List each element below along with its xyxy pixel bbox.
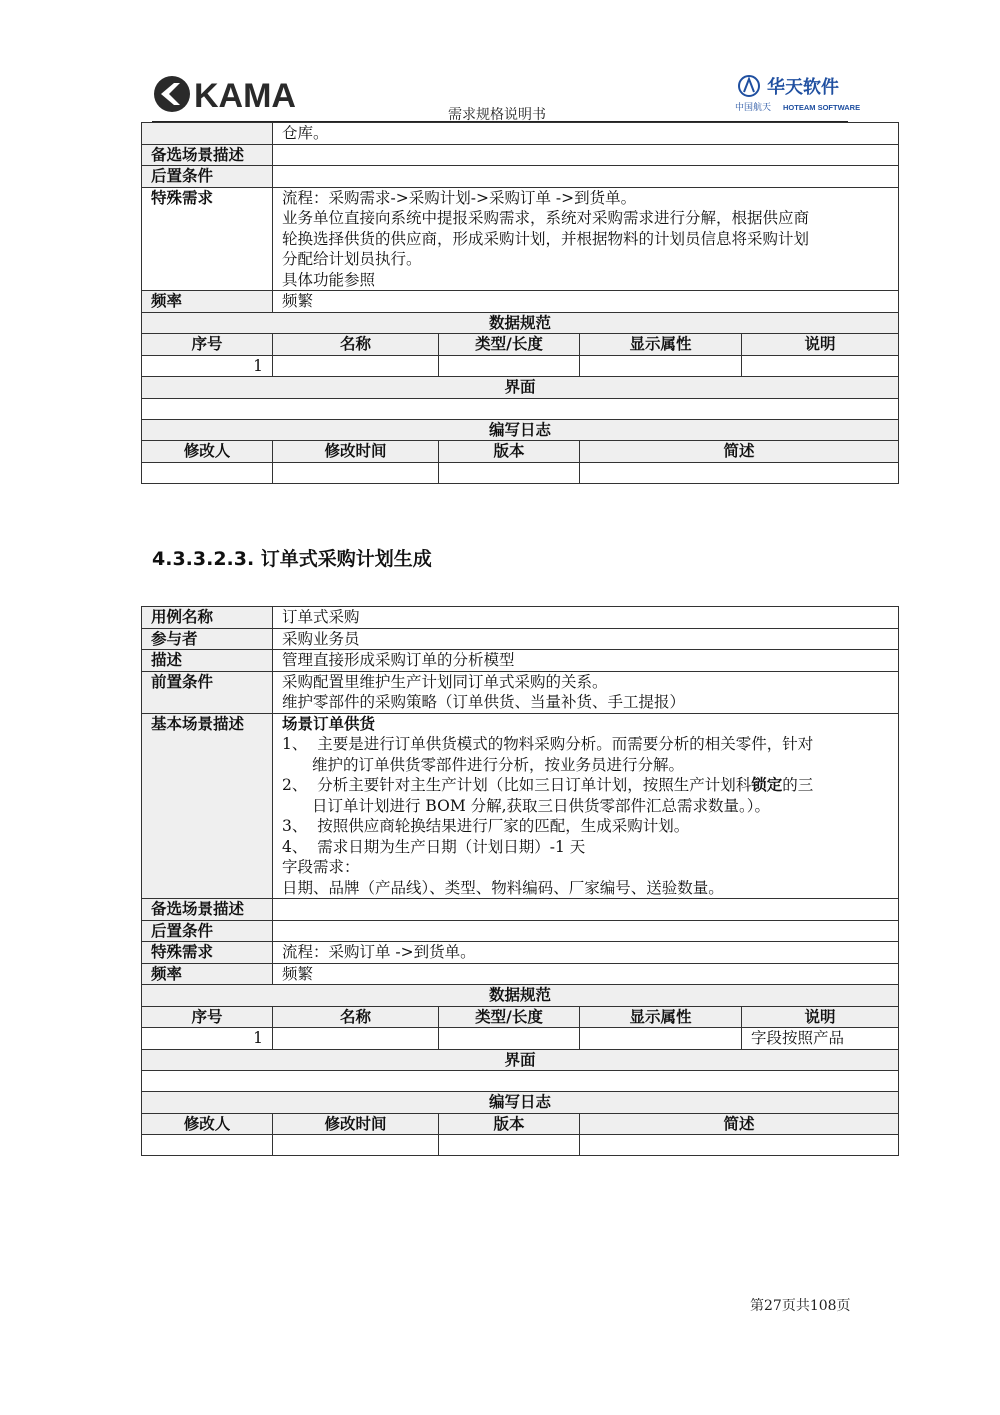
alt-scenario-value [273, 144, 899, 166]
col-header: 类型/长度 [439, 1006, 580, 1028]
table-row [142, 377, 899, 399]
table-header-row [142, 334, 899, 356]
description-label: 描述 [142, 650, 273, 672]
col-header: 版本 [439, 441, 580, 463]
data-cell: 1 [142, 1028, 273, 1050]
special-req-line: 具体功能参照 [282, 270, 376, 289]
special-req-value: 流程：采购订单 ->到货单。 [273, 942, 899, 964]
scenario-item-line: 需求日期为生产日期（计划日期）-1 天 [317, 837, 586, 856]
col-header: 说明 [742, 1006, 899, 1028]
use-case-table [141, 606, 899, 1156]
scenario-item-line: 维护的订单供货零部件进行分析，按业务员进行分解。 [312, 755, 685, 774]
basic-scenario-label: 基本场景描述 [142, 713, 273, 899]
page-number: 第27页共108页 [750, 1298, 851, 1314]
postcondition-value [273, 166, 899, 188]
table-row [142, 671, 899, 713]
postcondition-label: 后置条件 [142, 920, 273, 942]
basic-scenario-value [273, 713, 899, 899]
log-cell [439, 1135, 580, 1156]
special-req-line: 流程：采购需求->采购计划->采购订单 ->到货单。 [282, 188, 637, 207]
fields-value: 日期、品牌（产品线）、类型、物料编码、厂家编号、送验数量。 [282, 878, 724, 897]
ui-content [142, 1071, 899, 1092]
special-req-line: 分配给计划员执行。 [282, 250, 422, 268]
ui-title: 界面 [142, 1049, 899, 1071]
use-case-name-value: 订单式采购 [273, 607, 899, 629]
frequency-label: 频率 [142, 963, 273, 985]
data-cell [439, 355, 580, 377]
table-row [142, 1071, 899, 1092]
table-header-row [142, 441, 899, 463]
scenario-item-line: 分析主要针对主生产计划（比如三日订单计划，按照生产计划科 [317, 776, 752, 794]
col-header: 显示属性 [580, 334, 742, 356]
table-row [142, 1028, 899, 1050]
col-header: 名称 [273, 334, 439, 356]
hoteam-sub-left: 中国航天 [735, 103, 772, 113]
table-row [142, 291, 899, 313]
actor-label: 参与者 [142, 628, 273, 650]
log-title: 编写日志 [142, 1092, 899, 1114]
table-header-row [142, 1006, 899, 1028]
table-row [142, 607, 899, 629]
table-row [142, 166, 899, 188]
description-value: 管理直接形成采购订单的分析模型 [273, 650, 899, 672]
table-row [142, 462, 899, 483]
scenario-item-line-tail: 的三 [782, 776, 814, 794]
log-cell [142, 462, 273, 483]
data-cell [742, 355, 899, 377]
actor-value: 采购业务员 [273, 628, 899, 650]
special-req-value [273, 187, 899, 291]
precondition-line: 采购配置里维护生产计划同订单式采购的关系。 [282, 672, 608, 691]
section-heading: 4.3.3.2.3. 订单式采购计划生成 [152, 548, 432, 570]
alt-scenario-label: 备选场景描述 [142, 144, 273, 166]
precondition-value [273, 671, 899, 713]
use-case-table-continued [141, 122, 899, 484]
table-row [142, 899, 899, 921]
table-row [142, 920, 899, 942]
alt-scenario-value [273, 899, 899, 921]
table-row [142, 650, 899, 672]
col-header: 修改人 [142, 441, 273, 463]
data-spec-title: 数据规范 [142, 312, 899, 334]
log-title: 编写日志 [142, 419, 899, 441]
frequency-value: 频繁 [273, 291, 899, 313]
scenario-item [282, 816, 889, 837]
table-row [142, 144, 899, 166]
frequency-label: 频率 [142, 291, 273, 313]
table-row [142, 187, 899, 291]
data-cell [273, 355, 439, 377]
col-header: 简述 [580, 1113, 899, 1135]
scenario-item-number: 2、 [282, 776, 308, 794]
document-title: 需求规格说明书 [448, 107, 546, 123]
label-cell [142, 123, 273, 145]
table-row [142, 355, 899, 377]
postcondition-label: 后置条件 [142, 166, 273, 188]
data-spec-title: 数据规范 [142, 985, 899, 1007]
scenario-item-number: 3、 [282, 817, 308, 835]
precondition-line: 维护零部件的采购策略（订单供货、当量补货、手工提报） [282, 693, 686, 711]
log-cell [439, 462, 580, 483]
hoteam-logo [735, 74, 861, 114]
data-cell [580, 1028, 742, 1050]
data-cell [273, 1028, 439, 1050]
data-cell [580, 355, 742, 377]
table-row [142, 1135, 899, 1156]
special-req-line: 业务单位直接向系统中提报采购需求，系统对采购需求进行分解，根据供应商 [282, 209, 810, 227]
col-header: 显示属性 [580, 1006, 742, 1028]
scenario-item [282, 775, 889, 796]
data-cell: 字段按照产品 [742, 1028, 899, 1050]
special-req-label: 特殊需求 [142, 187, 273, 291]
bold-keyword: 锁定 [751, 775, 783, 794]
table-row [142, 398, 899, 419]
log-cell [580, 1135, 899, 1156]
log-cell [580, 462, 899, 483]
continued-text: 仓库。 [273, 123, 899, 145]
table-row [142, 419, 899, 441]
log-cell [273, 462, 439, 483]
log-cell [273, 1135, 439, 1156]
col-header: 简述 [580, 441, 899, 463]
table-row [142, 312, 899, 334]
log-cell [142, 1135, 273, 1156]
table-row [142, 985, 899, 1007]
ui-content [142, 398, 899, 419]
col-header: 修改时间 [273, 441, 439, 463]
table-row [142, 628, 899, 650]
scenario-item-number: 4、 [282, 837, 308, 856]
col-header: 版本 [439, 1113, 580, 1135]
table-row [142, 123, 899, 145]
special-req-line: 轮换选择供货的供应商，形成采购计划，并根据物料的计划员信息将采购计划 [282, 229, 810, 248]
scenario-item-line: 主要是进行订单供货模式的物料采购分析。而需要分析的相关零件，针对 [317, 735, 814, 753]
postcondition-value [273, 920, 899, 942]
col-header: 修改时间 [273, 1113, 439, 1135]
precondition-label: 前置条件 [142, 671, 273, 713]
hoteam-brand-text: 华天软件 [767, 77, 839, 98]
fields-title: 字段需求： [282, 858, 360, 876]
use-case-name-label: 用例名称 [142, 607, 273, 629]
table-row [142, 713, 899, 899]
scenario-item-line: 按照供应商轮换结果进行厂家的匹配，生成采购计划。 [317, 817, 690, 835]
kama-logo-text: KAMA [194, 77, 296, 115]
col-header: 类型/长度 [439, 334, 580, 356]
data-cell: 1 [142, 355, 273, 377]
table-row [142, 1092, 899, 1114]
frequency-value: 频繁 [273, 963, 899, 985]
hoteam-sub-right: HOTEAM SOFTWARE [783, 103, 861, 112]
alt-scenario-label: 备选场景描述 [142, 899, 273, 921]
kama-logo [152, 73, 317, 115]
scenario-title: 场景订单供货 [282, 713, 376, 733]
table-row [142, 942, 899, 964]
col-header: 名称 [273, 1006, 439, 1028]
table-row [142, 1049, 899, 1071]
col-header: 修改人 [142, 1113, 273, 1135]
col-header: 序号 [142, 1006, 273, 1028]
table-header-row [142, 1113, 899, 1135]
special-req-label: 特殊需求 [142, 942, 273, 964]
ui-title: 界面 [142, 377, 899, 399]
scenario-item [282, 734, 889, 755]
data-cell [439, 1028, 580, 1050]
col-header: 说明 [742, 334, 899, 356]
scenario-item-line: 日订单计划进行 BOM 分解,获取三日供货零部件汇总需求数量。）。 [312, 796, 771, 815]
scenario-item-number: 1、 [282, 735, 308, 753]
scenario-item [282, 837, 889, 858]
col-header: 序号 [142, 334, 273, 356]
table-row [142, 963, 899, 985]
